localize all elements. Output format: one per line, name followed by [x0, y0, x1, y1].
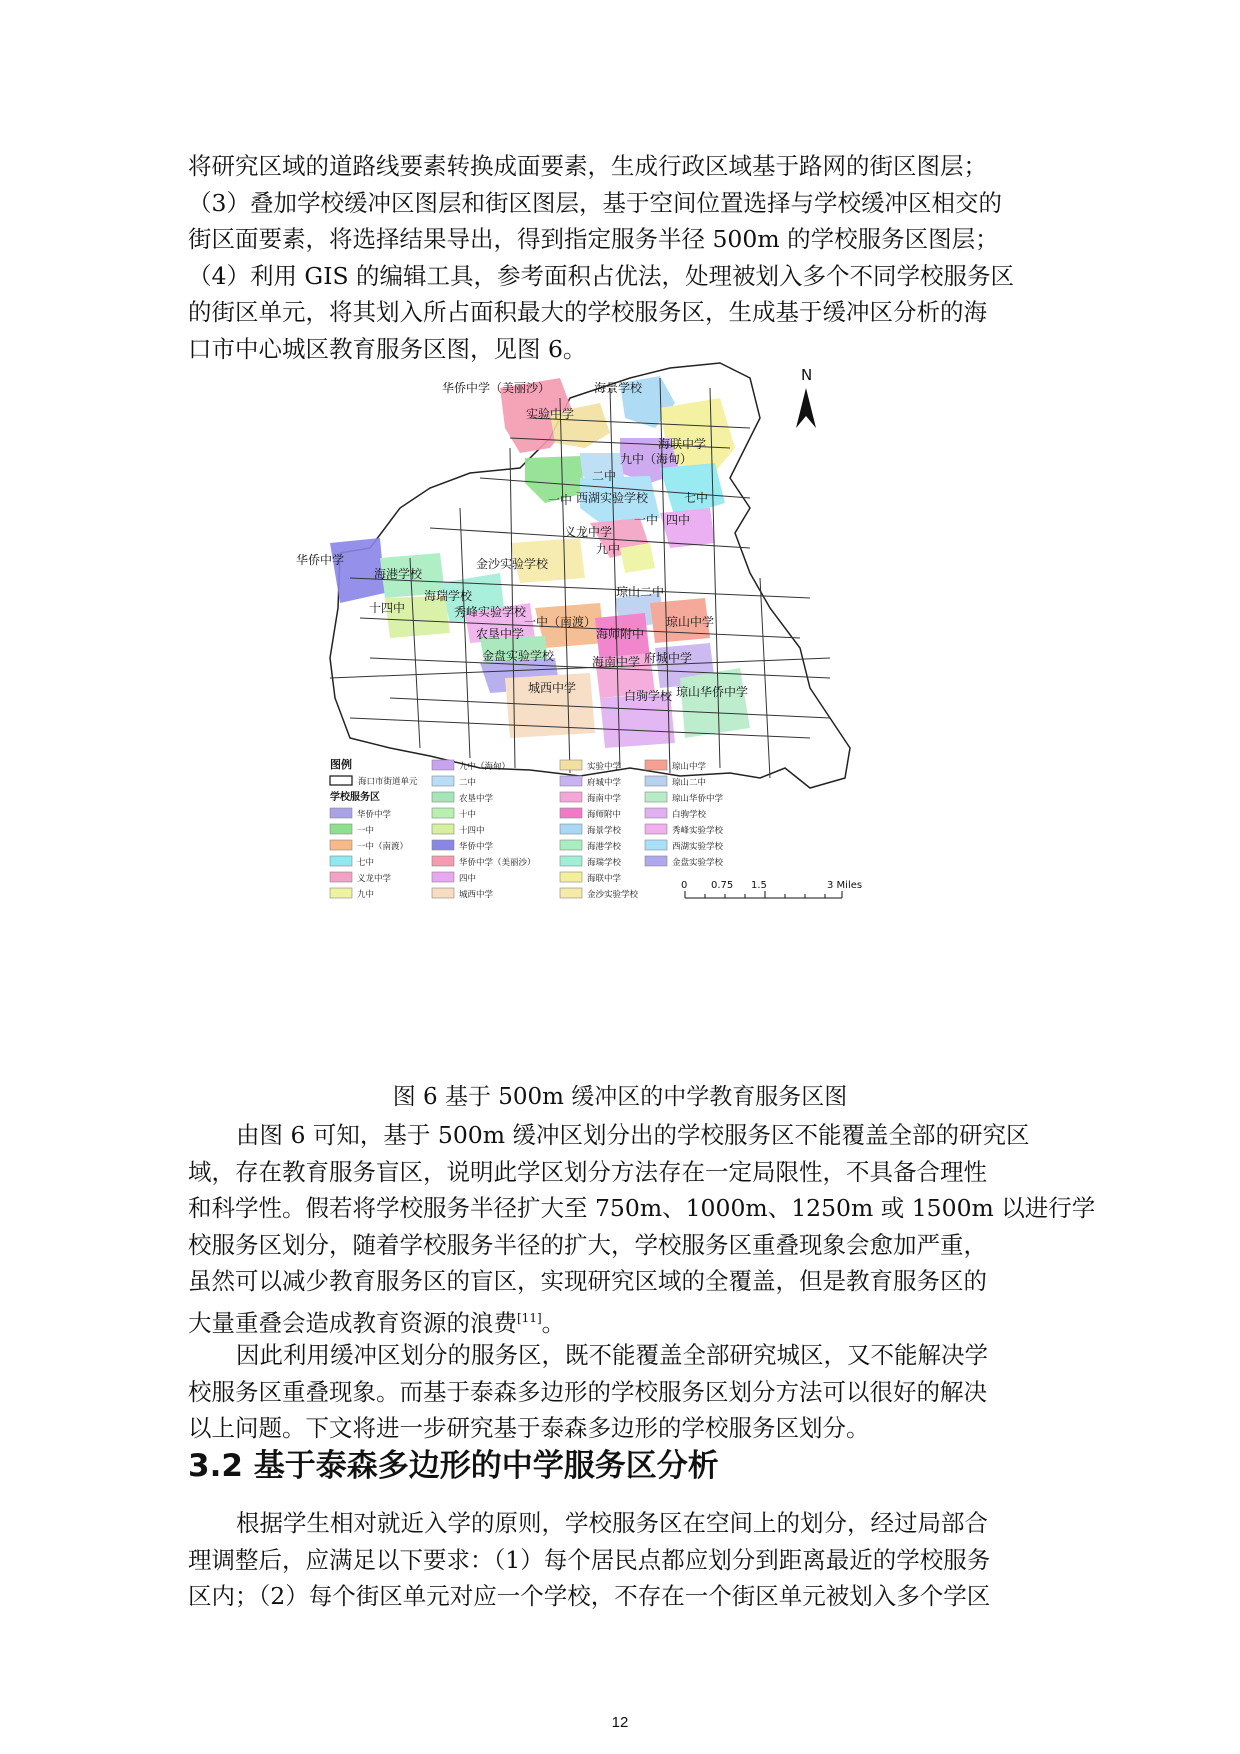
school-label: 二中: [592, 469, 617, 483]
school-label: 海联中学: [658, 437, 707, 451]
legend-swatch: [560, 872, 582, 882]
legend-swatch: [432, 824, 454, 834]
legend-label: 义龙中学: [357, 874, 392, 884]
text-line: 校服务区划分，随着学校服务半径的扩大，学校服务区重叠现象会愈加严重，: [188, 1230, 987, 1259]
legend-label: 海景学校: [587, 826, 622, 836]
school-label: 十四中: [369, 601, 406, 615]
legend-label: 华侨中学（美丽沙）: [459, 858, 536, 868]
map-legend: [330, 757, 724, 900]
text-segment: 大量重叠会造成教育资源的浪费: [188, 1308, 517, 1337]
legend-swatch: [560, 856, 582, 866]
legend-swatch: [645, 856, 667, 866]
legend-swatch: [560, 776, 582, 786]
legend-label: 一中（南渡）: [357, 842, 409, 852]
legend-label: 金沙实验学校: [587, 890, 639, 900]
legend-label: 海瑞学校: [587, 858, 622, 868]
school-label: 府城中学: [644, 651, 693, 665]
text-line: 校服务区重叠现象。而基于泰森多边形的学校服务区划分方法可以很好的解决: [188, 1377, 987, 1406]
legend-label: 一中: [357, 826, 375, 836]
school-label: 琼山二中: [616, 585, 665, 599]
legend-label: 城西中学: [459, 890, 494, 900]
school-label: 四中: [666, 513, 691, 527]
legend-label: 十中: [459, 810, 477, 820]
legend-subtitle: 学校服务区: [330, 792, 380, 803]
scale-tick-label: 3 Miles: [827, 880, 863, 891]
legend-label: 金盘实验学校: [672, 858, 724, 868]
school-label: 海景学校: [594, 381, 643, 395]
legend-label: 七中: [357, 858, 375, 868]
school-label: 琼山中学: [666, 615, 715, 629]
legend-swatch: [432, 776, 454, 786]
scale-tick-label: 0.75: [711, 880, 734, 891]
text-line: 街区面要素，将选择结果导出，得到指定服务半径 500m 的学校服务区图层；: [188, 225, 999, 254]
legend-swatch: [432, 856, 454, 866]
legend-label: 琼山中学: [672, 762, 707, 772]
legend-swatch: [330, 808, 352, 818]
paragraph-3: [188, 1337, 1058, 1447]
legend-label: 海港学校: [587, 842, 622, 852]
legend-swatch: [645, 824, 667, 834]
text-line: 由图 6 可知，基于 500m 缓冲区划分出的学校服务区不能覆盖全部的研究区: [236, 1121, 1030, 1149]
school-label: 海师附中: [596, 627, 645, 641]
school-label: 九中（海甸）: [620, 452, 693, 466]
legend-swatch: [645, 840, 667, 850]
legend-label: 秀峰实验学校: [672, 826, 724, 836]
legend-label: 海联中学: [587, 874, 622, 884]
legend-street: 海口市街道单元: [358, 777, 418, 787]
legend-label: 琼山华侨中学: [672, 794, 724, 804]
legend-swatch: [330, 888, 352, 898]
school-label: 义龙中学: [564, 525, 613, 539]
school-label: 海港学校: [374, 567, 423, 581]
scale-tick-label: 0: [681, 880, 688, 891]
text-line: 以上问题。下文将进一步研究基于泰森多边形的学校服务区划分。: [188, 1414, 870, 1443]
text-line: 理调整后，应满足以下要求：（1）每个居民点都应划分到距离最近的学校服务: [188, 1545, 991, 1574]
north-label: N: [801, 366, 813, 384]
figure-6-map: [296, 358, 970, 1018]
legend-label: 实验中学: [587, 762, 622, 772]
school-label: 一中: [548, 493, 573, 507]
school-label: 海瑞学校: [424, 589, 473, 603]
legend-swatch: [432, 872, 454, 882]
legend-swatch: [432, 840, 454, 850]
school-label: 海南中学: [592, 655, 641, 669]
figure-caption: 图 6 基于 500m 缓冲区的中学教育服务区图: [392, 1084, 848, 1110]
citation-ref[interactable]: [11]: [517, 1310, 542, 1325]
text-line: 区内；（2）每个街区单元对应一个学校，不存在一个街区单元被划入多个学区: [188, 1582, 991, 1611]
legend-swatch: [560, 840, 582, 850]
legend-swatch: [330, 824, 352, 834]
text-line: 的街区单元，将其划入所占面积最大的学校服务区，生成基于缓冲区分析的海: [188, 298, 987, 327]
legend-swatch: [560, 824, 582, 834]
legend-label: 府城中学: [587, 778, 622, 788]
legend-label: 二中: [459, 778, 477, 788]
legend-label: 白驹学校: [672, 810, 707, 820]
school-label: 华侨中学: [296, 553, 345, 567]
legend-swatch: [560, 760, 582, 770]
paragraph-4: [188, 1505, 1058, 1615]
text-line: 因此利用缓冲区划分的服务区，既不能覆盖全部研究城区，又不能解决学: [236, 1341, 988, 1369]
school-label: 七中: [684, 491, 709, 505]
text-line: （4）利用 GIS 的编辑工具，参考面积占优法，处理被划入多个不同学校服务区: [188, 261, 1015, 290]
page-number: 12: [611, 1714, 629, 1731]
north-arrow: [796, 366, 816, 428]
legend-swatch: [330, 840, 352, 850]
text-line: （3）叠加学校缓冲区图层和街区图层，基于空间位置选择与学校缓冲区相交的: [188, 188, 1002, 217]
legend-swatch: [432, 760, 454, 770]
legend-label: 西湖实验学校: [672, 842, 724, 852]
scale-tick-label: 1.5: [751, 880, 767, 891]
text-line: 口市中心城区教育服务区图，见图 6。: [188, 334, 587, 363]
school-label: 华侨中学（美丽沙）: [442, 381, 551, 395]
legend-swatch: [560, 888, 582, 898]
school-label: 金沙实验学校: [476, 557, 549, 571]
text-line: 将研究区域的道路线要素转换成面要素，生成行政区域基于路网的街区图层；: [188, 152, 987, 180]
legend-label: 十四中: [459, 826, 485, 836]
school-label: 一中（南渡）: [524, 615, 597, 629]
school-label: 城西中学: [528, 681, 577, 695]
legend-label: 琼山二中: [672, 778, 707, 788]
legend-swatch: [645, 792, 667, 802]
text-segment: 。: [541, 1308, 566, 1337]
school-label: 九中: [596, 542, 621, 556]
legend-label: 九中: [357, 890, 375, 900]
service-area-map: [296, 358, 970, 1018]
school-label: 白驹学校: [624, 689, 673, 703]
legend-swatch: [432, 808, 454, 818]
section-heading: 3.2 基于泰森多边形的中学服务区分析: [188, 1448, 719, 1484]
school-label: 实验中学: [526, 407, 575, 421]
school-label: 一中: [634, 513, 659, 527]
legend-title: 图例: [330, 758, 352, 771]
intro-paragraph: [188, 148, 1058, 368]
text-line: 域，存在教育服务盲区，说明此学区划分方法存在一定局限性，不具备合理性: [188, 1157, 987, 1186]
legend-swatch: [560, 792, 582, 802]
legend-swatch: [645, 808, 667, 818]
legend-label: 九中（海甸）: [459, 762, 511, 772]
legend-swatch: [330, 872, 352, 882]
text-line: 和科学性。假若将学校服务半径扩大至 750m、1000m、1250m 或 1500m 以进行学: [188, 1194, 1096, 1223]
paragraph-2: [188, 1117, 1096, 1341]
legend-label: 华侨中学: [459, 842, 494, 852]
legend-swatch: [330, 856, 352, 866]
text-line: 虽然可以减少教育服务区的盲区，实现研究区域的全覆盖，但是教育服务区的: [188, 1267, 987, 1296]
legend-swatch: [645, 760, 667, 770]
legend-label: 华侨中学: [357, 810, 392, 820]
legend-label: 海师附中: [587, 810, 622, 820]
legend-swatch: [432, 888, 454, 898]
legend-swatch: [432, 792, 454, 802]
school-label: 金盘实验学校: [482, 649, 555, 663]
legend-swatch: [645, 776, 667, 786]
school-label: 西湖实验学校: [576, 491, 649, 505]
legend-label: 农垦中学: [459, 794, 494, 804]
school-label: 农垦中学: [476, 627, 525, 641]
school-label: 琼山华侨中学: [676, 685, 749, 699]
legend-label: 海南中学: [587, 794, 622, 804]
text-line: 根据学生相对就近入学的原则，学校服务区在空间上的划分，经过局部合: [236, 1509, 988, 1537]
legend-label: 四中: [459, 874, 477, 884]
school-label: 秀峰实验学校: [454, 605, 527, 619]
scale-bar: [681, 880, 862, 898]
legend-swatch: [560, 808, 582, 818]
text-line: [188, 1300, 1058, 1341]
